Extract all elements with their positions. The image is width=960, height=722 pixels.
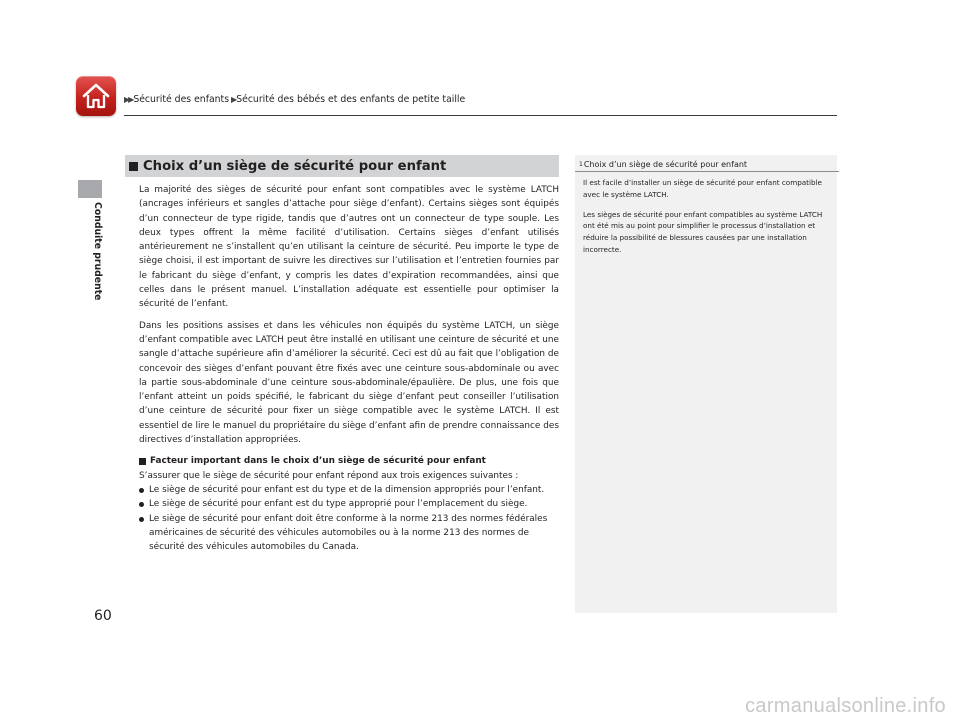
home-button[interactable] bbox=[76, 76, 116, 116]
home-icon bbox=[82, 83, 110, 109]
body-paragraph: Dans les positions assises et dans les véhicules non équipés du système LATCH, un siège d’enfant compatible avec LATCH peut être installé en utilisant une ceinture de sécurité et une sangle d’attache supérieure afin d’améliorer la sécurité. Ceci est dû au fait que l’obligation de concevoir des sièges d’enfant pouvant être fixés avec une ceinture sous-abdominale ou avec la partie sous-abdominale d’une ceinture sous-abdominale/épaulière. De plus, une fois que l’enfant atteint un poids spécifié, le fabricant du siège d’enfant peut conseiller l’utilisation d’une ceinture de sécurité pour fixer un siège compatible avec le système LATCH. Il est essentiel de lire le manuel du propriétaire du siège d’enfant afin de prendre connaissance des directives d’installation appropriées. bbox=[139, 320, 559, 446]
list-item: Le siège de sécurité pour enfant doit être conforme à la norme 213 des normes fédérales américaines de sécurité des véhicules automobiles ou à la norme 213 des normes de sécurité des véhicules automobiles du Canada. bbox=[139, 512, 559, 555]
chapter-tab[interactable] bbox=[78, 180, 102, 198]
section-title: Choix d’un siège de sécurité pour enfant bbox=[143, 158, 447, 174]
triangle-right-icon: ▶▶ bbox=[124, 95, 133, 104]
subsection-header bbox=[139, 454, 559, 468]
subsection-intro: S’assurer que le siège de sécurité pour enfant répond aux trois exigences suivantes : bbox=[139, 470, 519, 481]
breadcrumb-item-child-safety[interactable]: Sécurité des enfants bbox=[133, 94, 230, 105]
watermark: carmanualsonline.info bbox=[745, 695, 946, 717]
triangle-right-icon: ▶ bbox=[231, 95, 236, 104]
breadcrumb-item-infant-safety[interactable]: Sécurité des bébés et des enfants de petite taille bbox=[236, 94, 466, 105]
list-item: Le siège de sécurité pour enfant est du type approprié pour l’emplacement du siège. bbox=[139, 497, 559, 511]
side-note bbox=[575, 155, 837, 613]
body-paragraph: La majorité des sièges de sécurité pour enfant sont compatibles avec le système LATCH (ancrages inférieurs et sangles d’attache pour siège d’enfant). Certains sièges sont équipés d’un connecteur de type rigide, tandis que d’autres ont un connecteur de type souple. Les deux types offrent la même facilité d’utilisation. Certains sièges d’enfant utilisés antérieurement ne s’installent qu’en utilisant la ceinture de sécurité. Peu importe le type de siège choisi, il est important de suivre les directives sur l’utilisation et l’entretien fournies par le fabricant du siège d’enfant, y compris les dates d’expiration recommandées, ainsi que celles dans le présent manuel. L’installation adéquate est essentielle pour optimiser la sécurité de l’enfant. bbox=[139, 185, 559, 310]
note-reference-number: 1 bbox=[579, 161, 583, 168]
section-header bbox=[125, 155, 559, 177]
header-divider bbox=[124, 115, 837, 116]
note-title-text[interactable]: Choix d’un siège de sécurité pour enfant bbox=[583, 160, 748, 169]
page-number: 60 bbox=[94, 608, 112, 624]
main-content bbox=[125, 155, 559, 554]
requirements-list bbox=[139, 483, 559, 554]
list-item: Le siège de sécurité pour enfant est du type et de la dimension appropriés pour l’enfant. bbox=[139, 483, 559, 497]
chapter-label: Conduite prudente bbox=[92, 202, 103, 301]
note-paragraph: Les sièges de sécurité pour enfant compatibles au système LATCH ont été mis au point pour simplifier le processus d’installation et réduire la possibilité de blessures causées par une installation incorrecte. bbox=[583, 209, 823, 254]
breadcrumb bbox=[124, 94, 465, 105]
subsection-title: Facteur important dans le choix d’un siège de sécurité pour enfant bbox=[150, 456, 486, 467]
note-paragraph: Il est facile d’installer un siège de sécurité pour enfant compatible avec le système LATCH. bbox=[583, 178, 822, 199]
note-title bbox=[575, 155, 839, 172]
square-bullet-icon bbox=[139, 458, 146, 465]
square-bullet-icon bbox=[129, 162, 138, 171]
